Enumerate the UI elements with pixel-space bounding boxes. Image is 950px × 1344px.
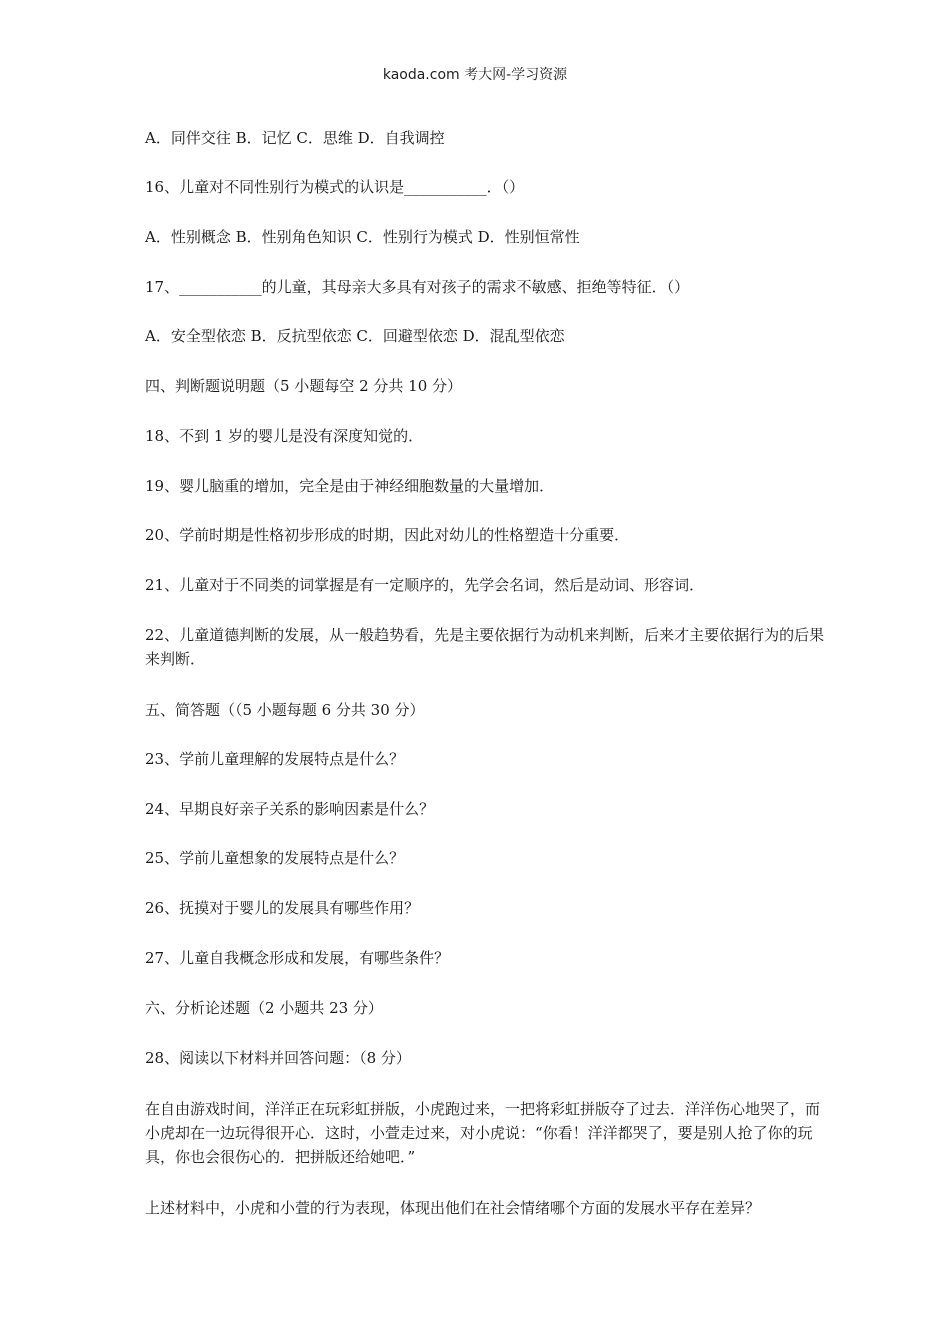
q20-text: 20、学前时期是性格初步形成的时期，因此对幼儿的性格塑造十分重要． xyxy=(145,526,630,544)
q23-text: 23、学前儿童理解的发展特点是什么？ xyxy=(145,750,405,768)
q17-options: A．安全型依恋 B．反抗型依恋 C．回避型依恋 D．混乱型依恋 xyxy=(145,327,565,345)
q21-text: 21、儿童对于不同类的词掌握是有一定顺序的，先学会名词，然后是动词、形容词． xyxy=(145,576,705,594)
section-5-heading: 五、简答题（（5 小题每题 6 分共 30 分） xyxy=(145,701,425,719)
q22-text: 22、儿童道德判断的发展，从一般趋势看，先是主要依据行为动机来判断，后来才主要依据行为的后果来判断． xyxy=(145,626,825,668)
q19-text: 19、婴儿脑重的增加，完全是由于神经细胞数量的大量增加． xyxy=(145,477,555,495)
q28-question: 上述材料中，小虎和小萱的行为表现，体现出他们在社会情绪哪个方面的发展水平存在差异？ xyxy=(145,1199,761,1217)
q26-text: 26、抚摸对于婴儿的发展具有哪些作用？ xyxy=(145,899,420,917)
q16-options: A．性别概念 B．性别角色知识 C．性别行为模式 D．性别恒常性 xyxy=(145,228,580,246)
q15-options: A．同伴交往 B．记忆 C．思维 D．自我调控 xyxy=(145,129,445,147)
q25-text: 25、学前儿童想象的发展特点是什么？ xyxy=(145,849,405,867)
q28-material: 在自由游戏时间，洋洋正在玩彩虹拼版，小虎跑过来，一把将彩虹拼版夺了过去．洋洋伤心地哭了，而小虎却在一边玩得很开心．这时，小萱走过来，对小虎说：“你看！洋洋都哭了，要是别人抢了你的玩具，你也会很伤心的．把拼版还给她吧．” xyxy=(145,1100,821,1166)
section-4-heading: 四、判断题说明题（5 小题每空 2 分共 10 分） xyxy=(145,377,463,395)
q24-text: 24、早期良好亲子关系的影响因素是什么？ xyxy=(145,800,435,818)
page-header: kaoda.com 考大网-学习资源 xyxy=(382,67,568,83)
q27-text: 27、儿童自我概念形成和发展，有哪些条件？ xyxy=(145,949,450,967)
q28-text: 28、阅读以下材料并回答问题：（8 分） xyxy=(145,1049,411,1067)
q16-text: 16、儿童对不同性别行为模式的认识是___________．（） xyxy=(145,178,525,196)
section-6-heading: 六、分析论述题（2 小题共 23 分） xyxy=(145,999,383,1017)
q17-text: 17、___________的儿童，其母亲大多具有对孩子的需求不敏感、拒绝等特征．（） xyxy=(145,278,690,296)
q18-text: 18、不到 1 岁的婴儿是没有深度知觉的． xyxy=(145,427,424,445)
